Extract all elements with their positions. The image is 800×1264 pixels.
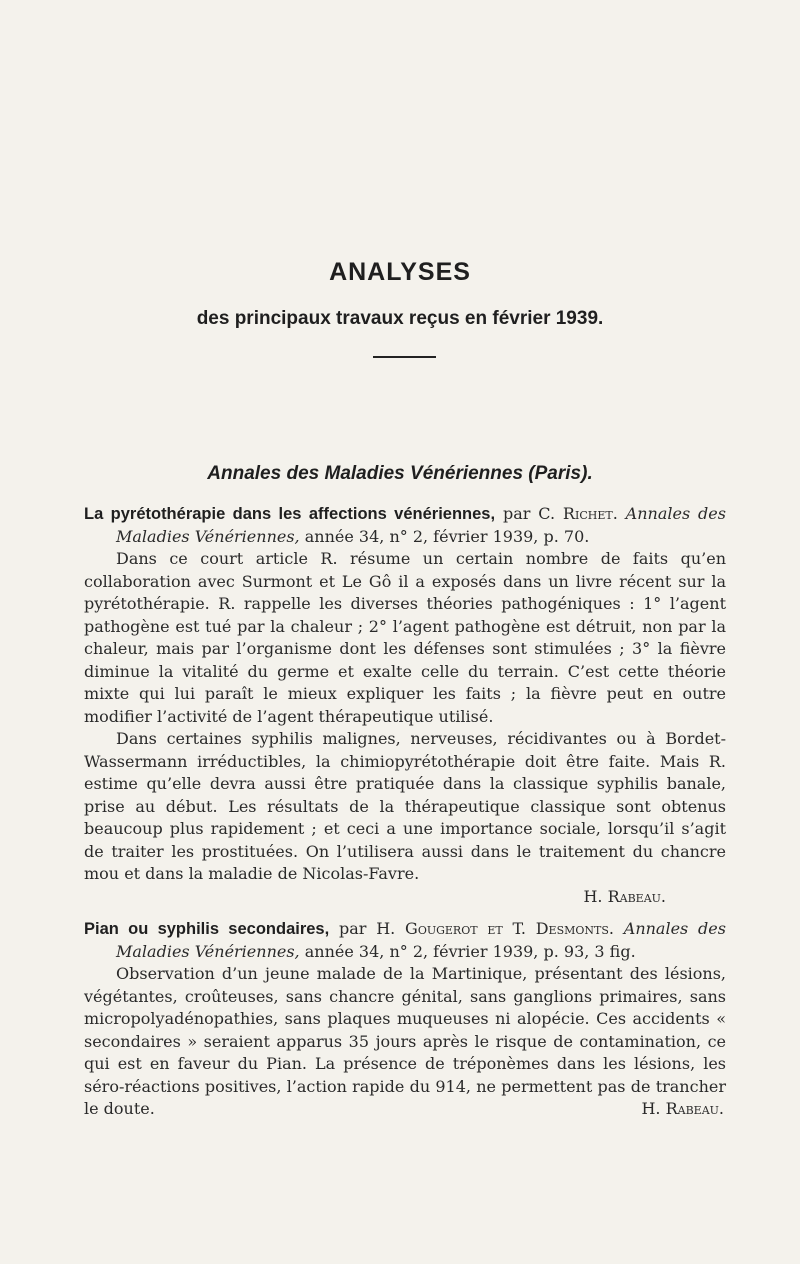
article-paragraph: Dans certaines syphilis malignes, nerveuses, récidivantes ou à Bordet-Wassermann irréductibles, la chimiopyrétothérapie doit être faite. Mais R. estime qu’elle devra aussi être pratiquée dans la classique syphilis banale, prise au début. Les résultats de la thérapeutique classique sont obtenus beaucoup plus rapidement ; et ceci a une importance sociale, lorsqu’il s’agit de traiter les prostituées. On l’utilisera aussi dans le traitement du chancre mou et dans la maladie de Nicolas-Favre. <box>84 729 726 883</box>
page-subtitle: des principaux travaux reçus en février 1939. <box>196 308 604 329</box>
article-by: par <box>502 504 531 523</box>
article-author: H. Gougerot et T. Desmonts. <box>376 919 614 938</box>
article-1 <box>84 503 726 908</box>
title-divider <box>373 356 436 358</box>
page-title: ANALYSES <box>329 258 471 286</box>
article-title: Pian ou syphilis secondaires, <box>84 920 330 938</box>
article-signature: H. Rabeau. <box>583 886 666 906</box>
article-2 <box>84 918 726 1121</box>
article-header <box>84 503 726 548</box>
article-signature: H. Rabeau. <box>641 1099 724 1118</box>
article-list <box>84 503 726 1121</box>
article-reference: année 34, n° 2, février 1939, p. 70. <box>304 526 590 546</box>
article-reference: année 34, n° 2, février 1939, p. 93, 3 fig. <box>304 941 636 961</box>
article-journal: Annales des Maladies Vénériennes, <box>116 504 726 546</box>
journal-heading: Annales des Maladies Vénériennes (Paris). <box>207 463 593 484</box>
article-paragraph-text: Observation d’un jeune malade de la Martinique, présentant des lésions, végétantes, croûteuses, sans chancre génital, sans ganglions primaires, sans micropolyadénopathies, sans plaques muqueuses ni alopécie. Ces accidents « secondaires » seraient apparus 35 jours après le risque de contamination, ce qui est en faveur du Pian. La présence de tréponèmes dans les lésions, les séro-réactions positives, l’action rapide du 914, ne permettent pas de trancher le doute. <box>84 964 726 1118</box>
article-title: La pyrétothérapie dans les affections vénériennes, <box>84 505 496 523</box>
article-author: C. Richet. <box>538 504 618 523</box>
article-paragraph <box>84 963 726 1121</box>
article-journal: Annales des Maladies Vénériennes, <box>116 919 726 961</box>
article-paragraph: Dans ce court article R. résume un certain nombre de faits qu’en collaboration avec Surmont et Le Gô il a exposés dans un livre récent sur la pyrétothérapie. R. rappelle les diverses théories pathogéniques : 1° l’agent pathogène est tué par la chaleur ; 2° l’agent pathogène est détruit, non par la chaleur, mais par l’organisme dont les défenses sont stimulées ; 3° la fièvre diminue la vitalité du germe et exalte celle du terrain. C’est cette théorie mixte qui lui paraît le mieux expliquer les faits ; la fièvre peut en outre modifier l’activité de l’agent thérapeutique utilisé. <box>84 549 726 726</box>
article-by: par <box>338 919 367 938</box>
article-header <box>84 918 726 963</box>
